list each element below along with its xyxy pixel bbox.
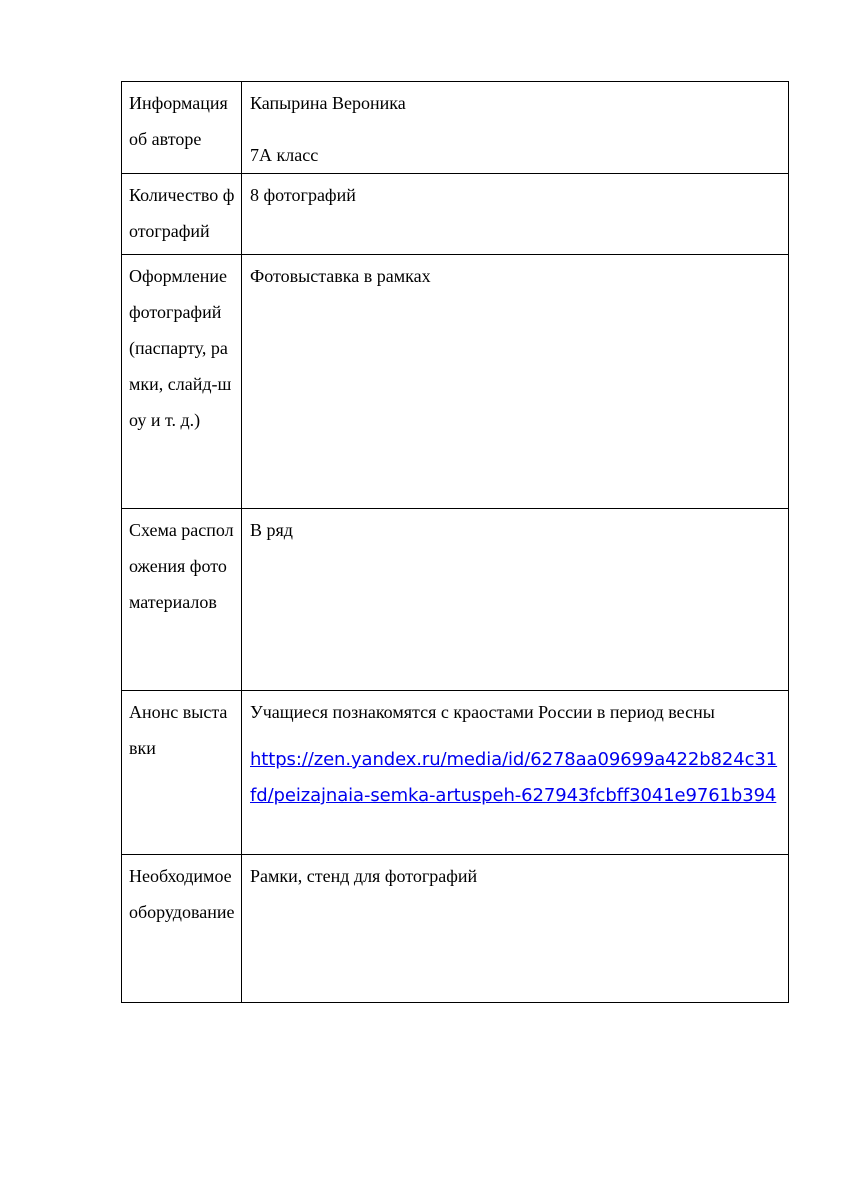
layout-scheme-value: В ряд	[250, 520, 293, 540]
author-name: Капырина Вероника	[250, 93, 406, 113]
row-value-announcement	[242, 691, 789, 855]
announcement-text: Учащиеся познакомятся с краостами России в период весны	[250, 702, 715, 722]
exhibition-info-table	[121, 81, 789, 1003]
row-label-equipment: Необходимое оборудование	[122, 855, 242, 1003]
row-value-author	[242, 82, 789, 174]
row-label-layout-scheme: Схема расположения фотоматериалов	[122, 509, 242, 691]
table-row	[122, 82, 789, 174]
row-label-author: Информация об авторе	[122, 82, 242, 174]
row-value-design	[242, 255, 789, 509]
equipment-value: Рамки, стенд для фотографий	[250, 866, 478, 886]
table-row	[122, 255, 789, 509]
photo-count-value: 8 фотографий	[250, 185, 356, 205]
row-value-layout-scheme	[242, 509, 789, 691]
table-row	[122, 174, 789, 255]
row-label-announcement: Анонс выставки	[122, 691, 242, 855]
table-row	[122, 855, 789, 1003]
table-row	[122, 509, 789, 691]
table-row	[122, 691, 789, 855]
row-value-equipment	[242, 855, 789, 1003]
author-class: 7А класс	[250, 145, 319, 165]
announcement-link[interactable]: https://zen.yandex.ru/media/id/6278aa09699a422b824c31fd/peizajnaia-semka-artuspeh-627943fcbff3041e9761b394	[250, 749, 778, 806]
row-label-design: Оформление фотографий (паспарту, рамки, слайд-шоу и т. д.)	[122, 255, 242, 509]
row-label-photo-count: Количество фотографий	[122, 174, 242, 255]
design-value: Фотовыставка в рамках	[250, 266, 431, 286]
row-value-photo-count	[242, 174, 789, 255]
